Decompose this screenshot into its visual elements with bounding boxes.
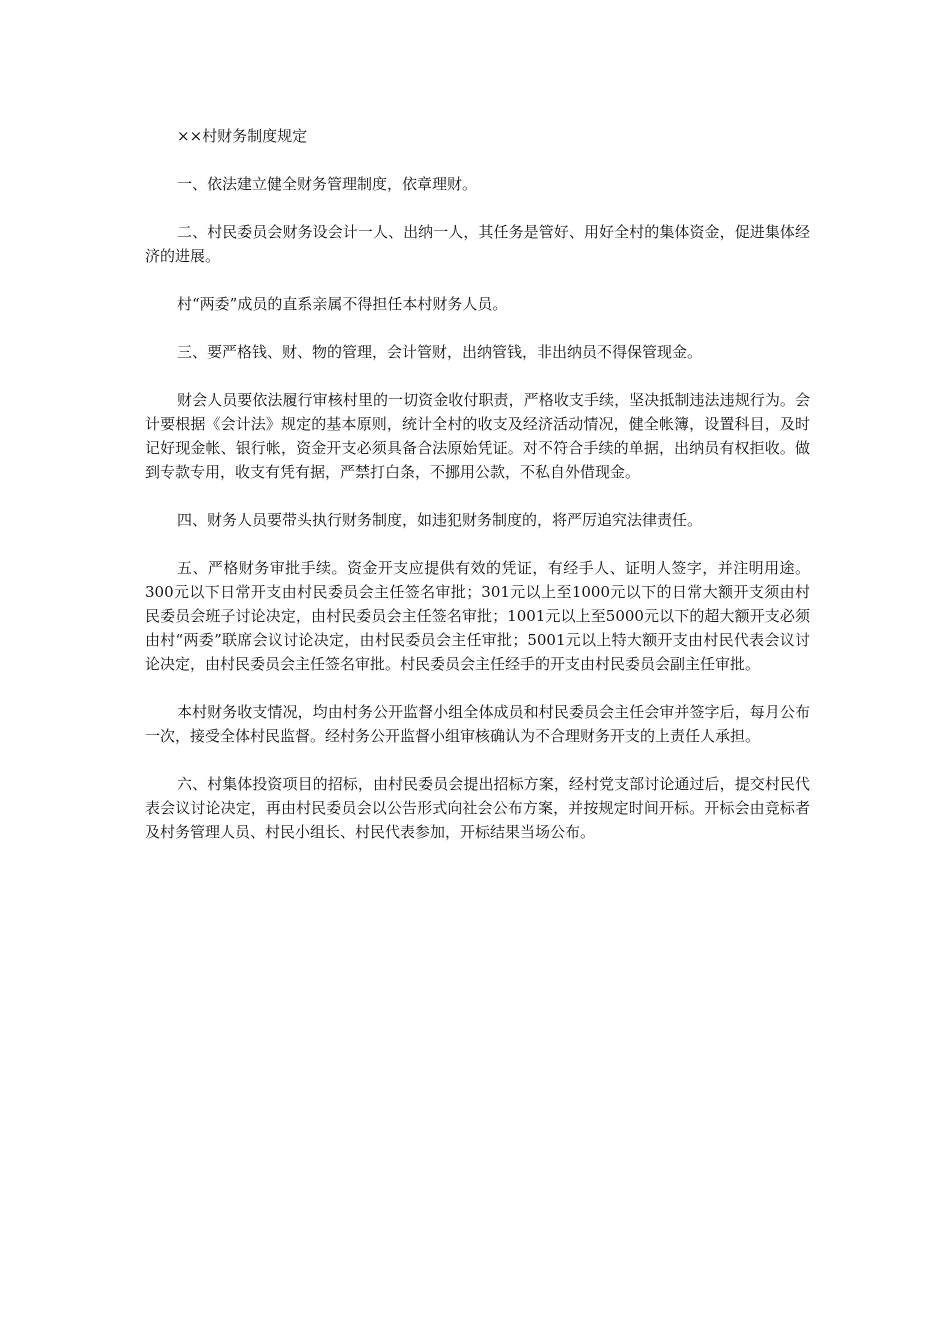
paragraph-3: 村“两委”成员的直系亲属不得担任本村财务人员。 [177,295,508,313]
paragraph-7: 五、严格财务审批手续。资金开支应提供有效的凭证，有经手人、证明人签字，并注明用途。300元以下日常开支由村民委员会主任签名审批；301元以上至1000元以下的日常大额开支须由村民委员会班子讨论决定，由村民委员会主任签名审批；1001元以上至5000元以下的超大额开支必须由村“两委”联席会议讨论决定，由村民委员会主任审批；5001元以上特大额开支由村民代表会议讨论决定，由村民委员会主任签名审批。村民委员会主任经手的开支由村民委员会副主任审批。 [145,559,810,673]
paragraph-2: 二、村民委员会财务设会计一人、出纳一人，其任务是管好、用好全村的集体资金，促进集体经济的进展。 [145,223,810,265]
paragraph-1: 一、依法建立健全财务管理制度，依章理财。 [177,175,478,193]
paragraph-9: 六、村集体投资项目的招标，由村民委员会提出招标方案，经村党支部讨论通过后，提交村民代表会议讨论决定，再由村民委员会以公告形式向社会公布方案，并按规定时间开标。开标会由竞标者及村务管理人员、村民小组长、村民代表参加，开标结果当场公布。 [145,775,810,841]
paragraph-6: 四、财务人员要带头执行财务制度，如违犯财务制度的，将严厉追究法律责任。 [177,511,703,529]
paragraph-4: 三、要严格钱、财、物的管理，会计管财，出纳管钱，非出纳员不得保管现金。 [177,343,703,361]
paragraph-8: 本村财务收支情况，均由村务公开监督小组全体成员和村民委员会主任会审并签字后，每月公布一次，接受全体村民监督。经村务公开监督小组审核确认为不合理财务开支的上责任人承担。 [145,703,810,745]
paragraph-5: 财会人员要依法履行审核村里的一切资金收付职责，严格收支手续，坚决抵制违法违规行为。会计要根据《会计法》规定的基本原则，统计全村的收支及经济活动情况，健全帐簿，设置科目，及时记好现金帐、银行帐，资金开支必须具备合法原始凭证。对不符合手续的单据，出纳员有权拒收。做到专款专用，收支有凭有据，严禁打白条，不挪用公款，不私自外借现金。 [145,391,810,481]
document-title: ××村财务制度规定 [177,127,308,145]
document-body [145,124,810,868]
